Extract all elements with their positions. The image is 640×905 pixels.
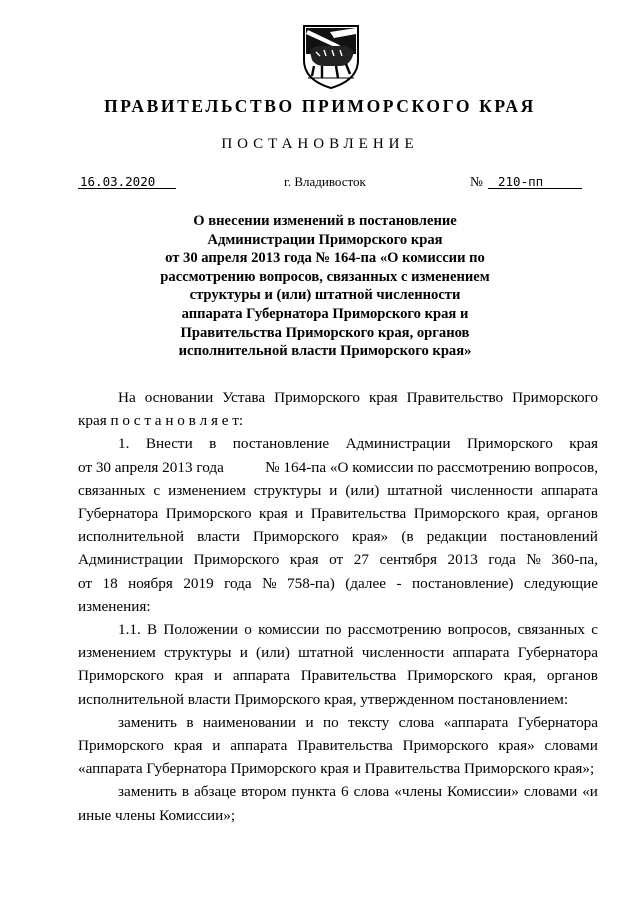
body-word: с [591,621,598,639]
body-word: края [569,435,598,453]
subject-line: Правительства Приморского края, органов [180,324,470,341]
body-word: и [295,505,304,523]
body-word: по [322,713,339,731]
body-word: заменить [118,783,177,801]
body-word: редакции [426,528,488,546]
document-type: ПОСТАНОВЛЕНИЕ [221,136,419,152]
body-word: структуры [163,644,232,662]
body-word: в [181,783,190,801]
body-line [78,502,598,525]
body-word: № [262,574,277,592]
body-line [78,548,598,571]
body-word: 18 [102,574,118,592]
subject-line: Администрации Приморского края [207,231,443,248]
body-word: штатной [387,481,443,499]
body-word: (в [401,528,414,546]
date-underline [78,188,176,189]
subject-line: исполнительной власти Приморского края» [178,343,472,360]
body-line [78,525,598,548]
body-line: «аппарата Губернатора Приморского края и Правительства Приморского края»; [78,760,595,778]
subject-line: аппарата Губернатора Приморского края и [181,305,469,322]
body-word: в [186,713,194,731]
body-line: изменения: [78,597,151,615]
decree-number: 210-пп [498,174,544,189]
body-word: края [174,667,204,685]
decree-date: 16.03.2020 [80,174,156,189]
body-word: Приморского [402,737,489,755]
decree-city: г. Владивосток [284,174,366,189]
body-word: Приморского [407,667,493,685]
body-word: «члены [394,783,443,801]
body-word: исполнительной [78,528,184,546]
body-word: структуры [253,481,322,499]
body-word: Правительства [310,505,407,523]
body-word: в [209,435,217,453]
subject-line: от 30 апреля 2013 года № 164-па «О комиссии по [165,250,485,267]
body-word: наименовании [202,713,297,731]
body-word: края [368,389,398,406]
body-word: власти [197,528,240,546]
body-word: о [244,621,252,639]
body-word: органов [546,505,598,523]
body-line [78,780,598,803]
body-word: комиссии [258,621,320,639]
subject-line: рассмотрению вопросов, связанных с изменением [160,268,490,285]
body-word: 360-па, [551,551,598,569]
body-word: от 30 апреля 2013 года [78,458,224,476]
body-word: вопросов, [447,621,512,639]
body-word: численности [450,481,534,499]
body-word: 1. [118,435,130,453]
subject-line: структуры и (или) штатной численности [189,287,461,304]
body-word: В [147,621,158,639]
body-line [78,432,598,455]
body-word: Администрации [345,435,451,453]
body-word: Комиссии» [447,783,519,801]
body-word: 27 [353,551,369,569]
body-word: следующие [523,574,598,592]
body-word: (или) [345,481,380,499]
body-word: постановление [232,435,330,453]
body-word: Приморского [78,737,164,755]
body-word: пункта [291,783,337,801]
body-word: слова [398,713,435,731]
body-word: аппарата [230,737,288,755]
decree-subject [120,212,530,361]
coat-of-arms-emblem [300,22,362,90]
body-word: Губернатора [517,713,598,731]
body-word: края [259,505,288,523]
body-word: втором [241,783,287,801]
body-line: исполнительной власти Приморского края, утвержденном постановлением: [78,690,569,708]
body-word: края [173,737,203,755]
body-word: «аппарата [443,713,509,731]
decree-meta-row [0,174,640,194]
body-word: № [526,551,541,569]
body-word: 2019 [183,574,214,592]
body-word: края [289,551,319,569]
body-line [78,479,598,502]
body-word: Губернатора [78,505,159,523]
body-word: Правительства [297,737,393,755]
body-line [78,572,598,595]
decree-body [78,386,598,827]
body-word: словами [544,737,598,755]
body-word: Положении [163,621,238,639]
body-word: от [329,551,344,569]
government-title: ПРАВИТЕЛЬСТВО ПРИМОРСКОГО КРАЯ [104,96,536,116]
body-word: края» [498,737,535,755]
number-sign: № [470,174,483,189]
body-word: и [329,481,338,499]
body-word: численности [361,644,445,662]
body-word: Приморского [512,389,598,406]
body-line [78,456,598,479]
body-word: связанных [78,481,146,499]
body-word: органов [546,667,598,685]
body-word: Правительство [406,389,504,406]
body-word: года [224,574,252,592]
body-word: Губернатора [517,644,598,662]
body-word: Правительства [300,667,397,685]
body-word: - [396,574,402,592]
body-word: Приморского [78,667,164,685]
body-word: Приморского [413,505,500,523]
body-word: ноября [128,574,173,592]
body-word: 758-па) [287,574,335,592]
body-word: года [488,551,516,569]
body-word: (далее [345,574,386,592]
body-word: изменением [168,481,246,499]
body-word: аппарата [232,667,290,685]
body-line [78,641,598,664]
body-word: Приморского [252,528,339,546]
body-word: Внести [145,435,193,453]
body-word: 2013 [447,551,478,569]
body-line [78,734,598,757]
body-word: сентября [379,551,437,569]
body-line [78,386,598,409]
body-word: Администрации [78,551,183,569]
body-word: и [214,667,223,685]
body-word: и [239,644,248,662]
body-word: края» [351,528,389,546]
body-word: края, [503,667,537,685]
body-word: штатной [298,644,354,662]
body-word: основании [144,389,214,406]
body-word: (или) [256,644,290,662]
body-word: с [153,481,161,499]
number-underline [488,188,582,189]
body-word: абзаце [194,783,237,801]
body-word: тексту [348,713,390,731]
body-word: рассмотрению [347,621,442,639]
body-word: слова [353,783,390,801]
subject-line: О внесении изменений в постановление [193,213,457,229]
body-word: № 164-па «О комиссии по рассмотрению вопросов, [265,458,598,476]
body-line [78,664,598,687]
body-word: На [118,389,136,406]
body-line: иные члены Комиссии»; [78,806,236,824]
body-word: от [78,574,93,592]
body-word: Приморского [165,505,252,523]
body-word: Приморского [274,389,360,406]
body-word: Устава [222,389,266,406]
body-word: по [325,621,342,639]
body-word: 6 [341,783,349,801]
body-word: края, [507,505,540,523]
body-word: заменить [118,713,177,731]
body-word: Приморского [466,435,553,453]
body-word: и [212,737,221,755]
body-word: изменением [78,644,156,662]
body-word: постановлений [500,528,598,546]
body-word: 1.1. [118,621,141,639]
body-word: Приморского [193,551,280,569]
body-word: и [305,713,314,731]
body-word: аппарата [540,481,598,499]
body-word: «и [582,783,598,801]
body-word: постановление) [411,574,514,592]
body-word: связанных [517,621,585,639]
body-line [78,711,598,734]
body-line [78,618,598,641]
body-word: словами [523,783,578,801]
body-word: аппарата [452,644,510,662]
body-line: края п о с т а н о в л я е т: [78,412,244,430]
